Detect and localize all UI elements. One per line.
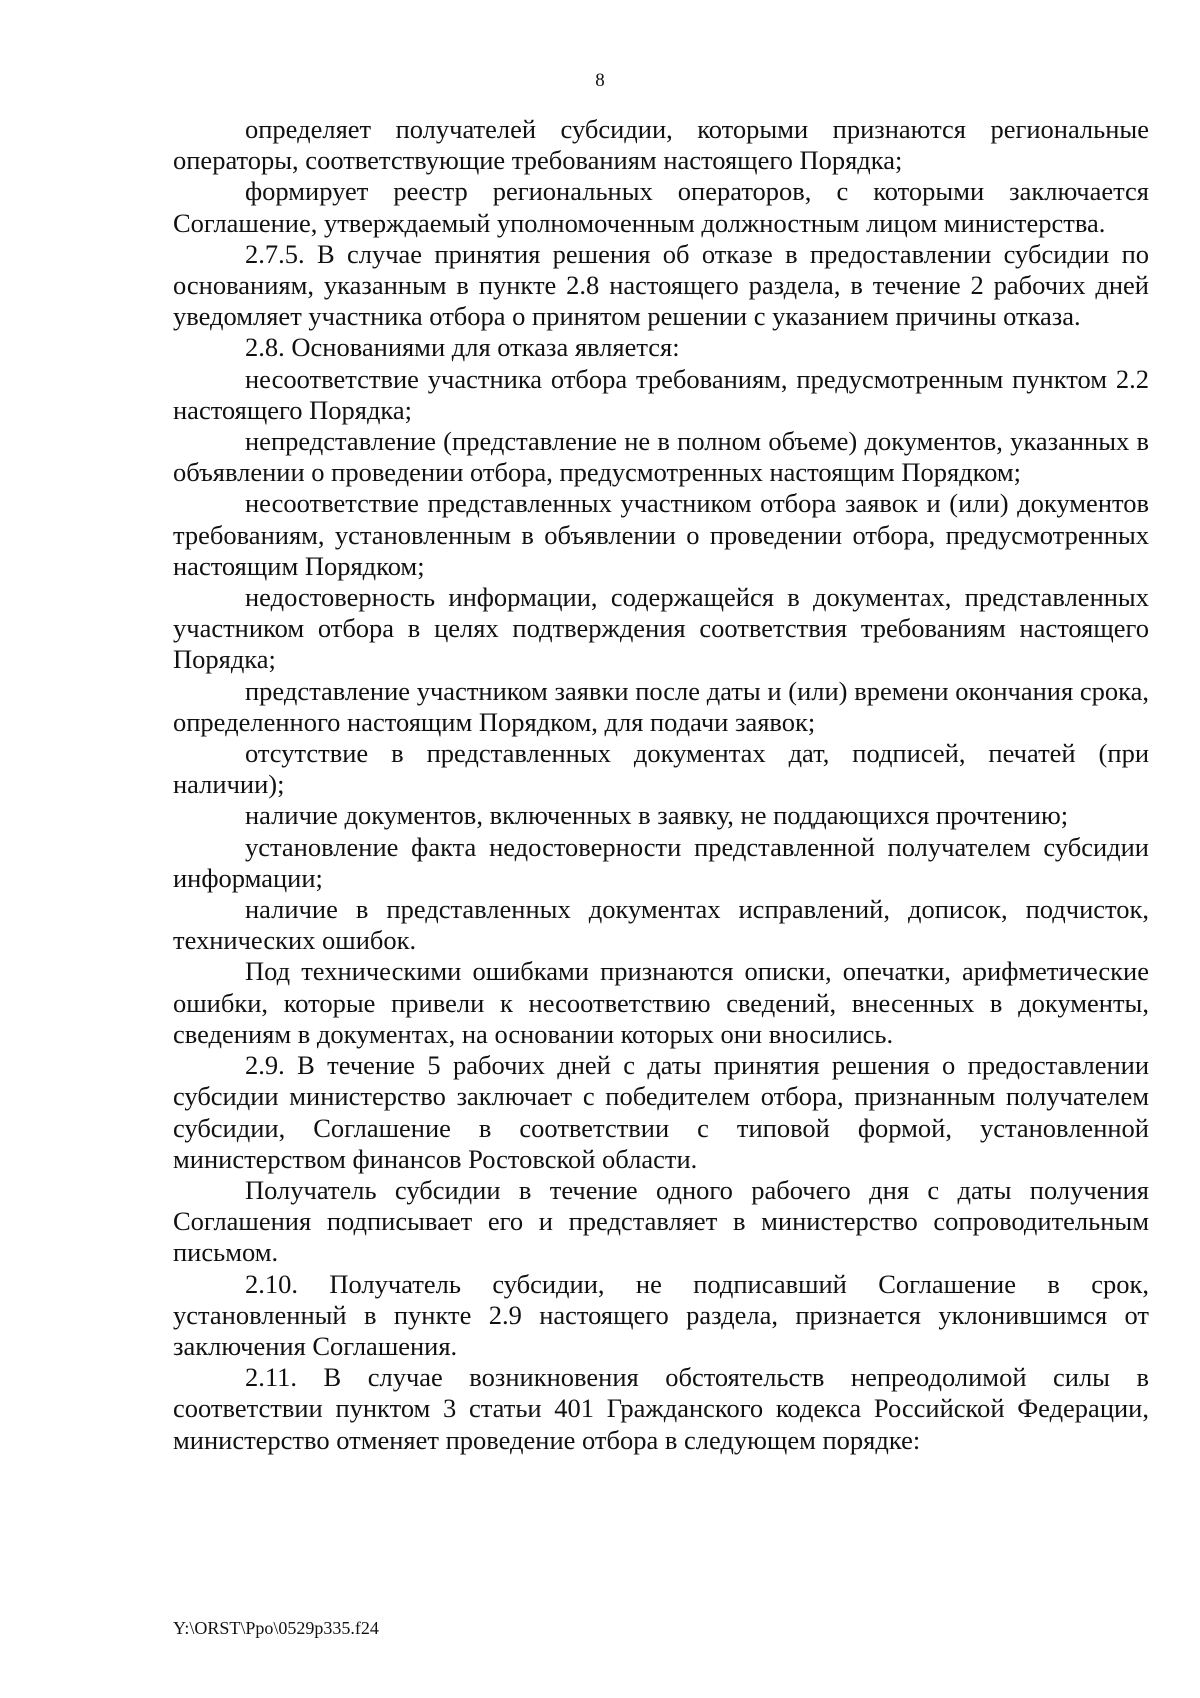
- paragraph: несоответствие представленных участником отбора заявок и (или) документов требованиям, установленным в объявлении о проведении отбора, предусмотренных настоящим Порядком;: [173, 488, 1149, 581]
- paragraph: наличие документов, включенных в заявку, не поддающихся прочтению;: [245, 800, 1069, 831]
- paragraph: 2.10. Получатель субсидии, не подписавший Соглашение в срок, установленный в пункте 2.9 настоящего раздела, признается уклонившимся от заключения Соглашения.: [173, 1268, 1149, 1361]
- footer-file-path: Y:\ORST\Ppo\0529p335.f24: [173, 1618, 379, 1638]
- paragraph: наличие в представленных документах исправлений, дописок, подчисток, технических ошибок.: [173, 894, 1149, 956]
- page-number: 8: [595, 70, 605, 91]
- paragraph: несоответствие участника отбора требованиям, предусмотренным пунктом 2.2 настоящего Порядка;: [173, 363, 1149, 425]
- paragraph: 2.9. В течение 5 рабочих дней с даты принятия решения о предоставлении субсидии министерство заключает с победителем отбора, признанным получателем субсидии, Соглашение в соответствии с типовой формой, установленной министерством финансов Ростовской области.: [173, 1050, 1149, 1174]
- paragraph: формирует реестр региональных операторов, с которыми заключается Соглашение, утверждаемый уполномоченным должностным лицом министерства.: [173, 176, 1149, 238]
- paragraph: недостоверность информации, содержащейся в документах, представленных участником отбора в целях подтверждения соответствия требованиям настоящего Порядка;: [173, 582, 1149, 675]
- paragraph: 2.7.5. В случае принятия решения об отказе в предоставлении субсидии по основаниям, указанным в пункте 2.8 настоящего раздела, в течение 2 рабочих дней уведомляет участника отбора о принятом решении с указанием причины отказа.: [173, 238, 1149, 332]
- paragraph: определяет получателей субсидии, которыми признаются региональные операторы, соответствующие требованиям настоящего Порядка;: [173, 114, 1149, 176]
- paragraph: Получатель субсидии в течение одного рабочего дня с даты получения Соглашения подписывает его и представляет в министерство сопроводительным письмом.: [173, 1174, 1149, 1268]
- paragraph: 2.8. Основаниями для отказа является:: [245, 332, 680, 363]
- paragraph: отсутствие в представленных документах дат, подписей, печатей (при наличии);: [173, 738, 1149, 800]
- paragraph: представление участником заявки после даты и (или) времени окончания срока, определенного настоящим Порядком, для подачи заявок;: [173, 675, 1149, 737]
- paragraph: непредставление (представление не в полном объеме) документов, указанных в объявлении о проведении отбора, предусмотренных настоящим Порядком;: [173, 426, 1149, 488]
- paragraph: Под техническими ошибками признаются описки, опечатки, арифметические ошибки, которые привели к несоответствию сведений, внесенных в документы, сведениям в документах, на основании которых они вносились.: [173, 956, 1149, 1049]
- paragraph: 2.11. В случае возникновения обстоятельств непреодолимой силы в соответствии пунктом 3 статьи 401 Гражданского кодекса Российской Федерации, министерство отменяет проведение отбора в следующем порядке:: [173, 1362, 1149, 1455]
- document-body: [173, 114, 1149, 1456]
- paragraph: установление факта недостоверности представленной получателем субсидии информации;: [173, 831, 1149, 893]
